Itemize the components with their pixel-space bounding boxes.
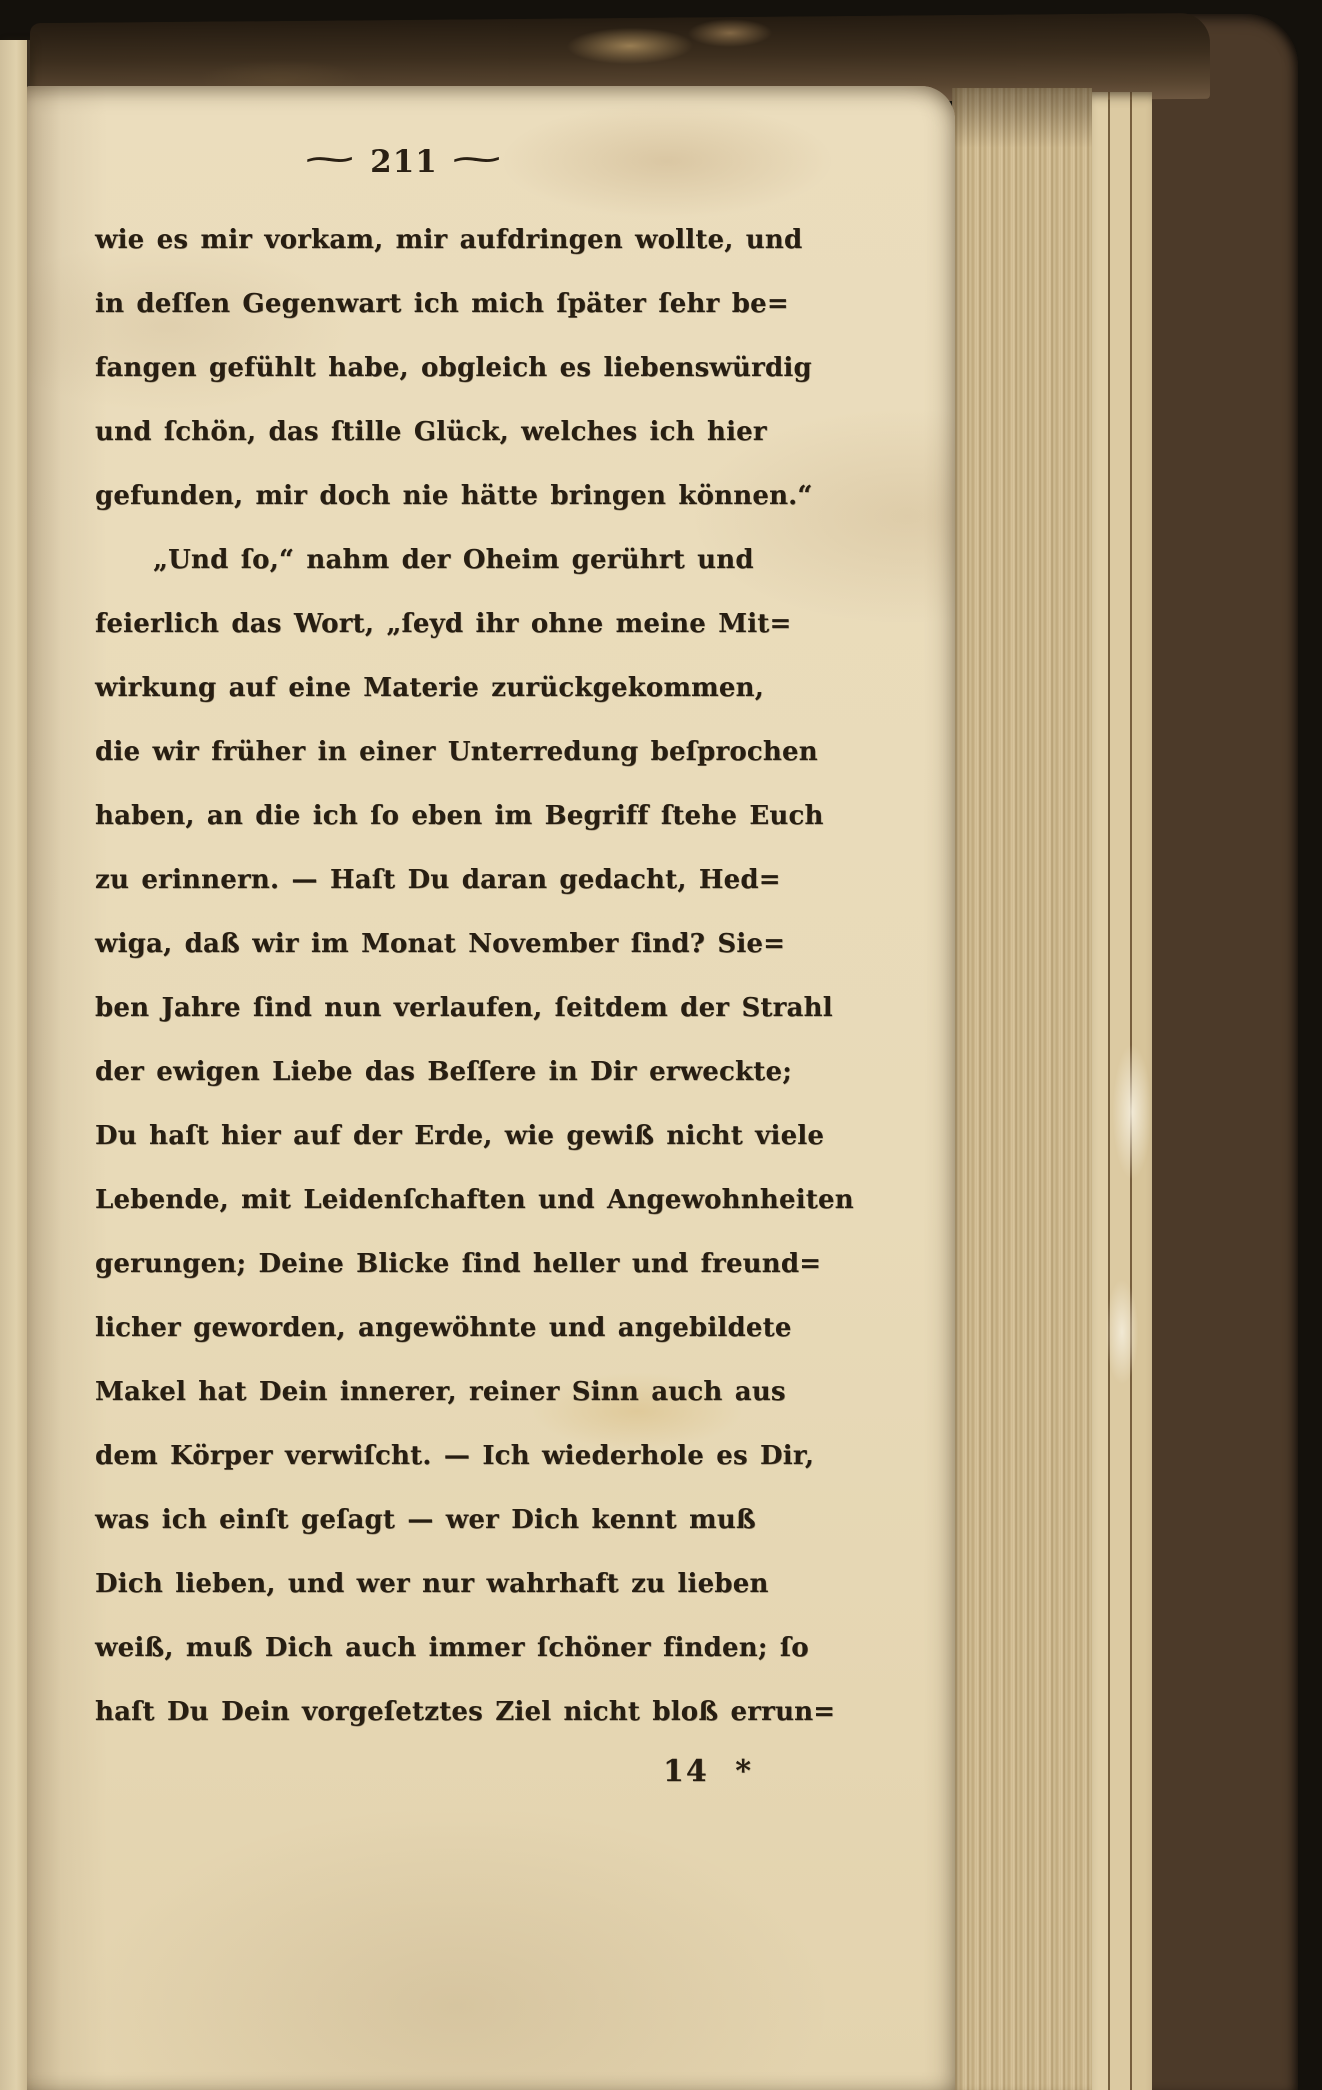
body-text bbox=[95, 208, 854, 1744]
text-line-paragraph-start: „Und ſo,“ nahm der Oheim gerührt und bbox=[153, 545, 754, 575]
text-line: licher geworden, angewöhnte und angebildete bbox=[95, 1313, 792, 1343]
text-line: Lebende, mit Leidenſchaften und Angewohnheiten bbox=[95, 1185, 854, 1215]
text-line: Dich lieben, und wer nur wahrhaft zu lieben bbox=[95, 1569, 769, 1599]
text-line: feierlich das Wort, „ſeyd ihr ohne meine Mit= bbox=[95, 609, 792, 639]
text-line: wirkung auf eine Materie zurückgekommen, bbox=[95, 673, 764, 703]
header-ornament-right: ⁓ bbox=[451, 145, 504, 175]
text-line: wie es mir vorkam, mir aufdringen wollte, und bbox=[95, 225, 803, 255]
text-line: der ewigen Liebe das Beſſere in Dir erweckte; bbox=[95, 1057, 793, 1087]
text-line: fangen gefühlt habe, obgleich es liebenswürdig bbox=[95, 353, 812, 383]
book-page bbox=[27, 86, 955, 2090]
text-line: haben, an die ich ſo eben im Begriff ſtehe Euch bbox=[95, 801, 824, 831]
signature-mark: 14 * bbox=[663, 1754, 753, 1789]
text-line: weiß, muß Dich auch immer ſchöner finden; ſo bbox=[95, 1633, 809, 1663]
text-line: und ſchön, das ſtille Glück, welches ich hier bbox=[95, 417, 767, 447]
text-line: gerungen; Deine Blicke ſind heller und freund= bbox=[95, 1249, 822, 1279]
text-line: wiga, daß wir im Monat November ſind? Sie= bbox=[95, 929, 786, 959]
text-line: in deſſen Gegenwart ich mich ſpäter ſehr be= bbox=[95, 289, 789, 319]
text-line: ben Jahre ſind nun verlaufen, ſeitdem der Strahl bbox=[95, 993, 833, 1023]
text-line: was ich einſt geſagt — wer Dich kennt muß bbox=[95, 1505, 756, 1535]
page-stack-outer-edge bbox=[1092, 92, 1152, 2090]
page-number: 211 bbox=[370, 144, 438, 180]
text-line: Makel hat Dein innerer, reiner Sinn auch aus bbox=[95, 1377, 786, 1407]
text-line: Du haſt hier auf der Erde, wie gewiß nicht viele bbox=[95, 1121, 825, 1151]
text-line: dem Körper verwiſcht. — Ich wiederhole es Dir, bbox=[95, 1441, 815, 1471]
page-header bbox=[95, 144, 713, 180]
text-line: gefunden, mir doch nie hätte bringen können.“ bbox=[95, 481, 813, 511]
gutter-previous-page-edge bbox=[0, 40, 30, 2090]
text-line: die wir früher in einer Unterredung beſprochen bbox=[95, 737, 818, 767]
book-cover-leather-edge bbox=[1128, 14, 1298, 2090]
text-line: zu erinnern. — Haſt Du daran gedacht, Hed= bbox=[95, 865, 781, 895]
header-ornament-left: ⁓ bbox=[304, 145, 357, 175]
page-stack-fore-edge bbox=[952, 88, 1092, 2090]
text-line: haſt Du Dein vorgeſetztes Ziel nicht bloß errun= bbox=[95, 1697, 836, 1727]
